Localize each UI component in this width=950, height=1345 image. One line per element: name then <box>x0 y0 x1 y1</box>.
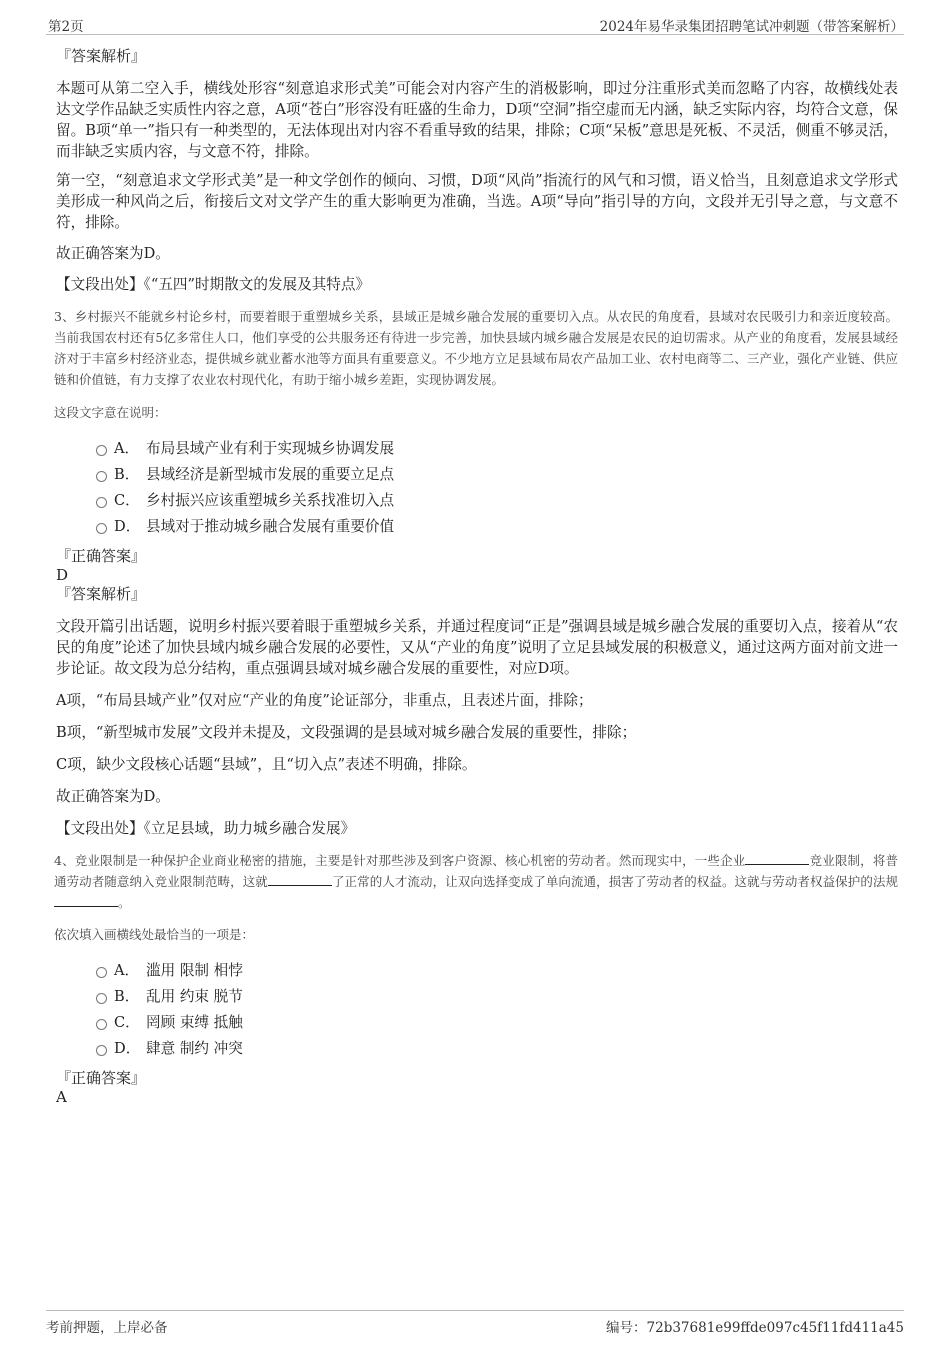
q2-source: 【文段出处】《“五四”时期散文的发展及其特点》 <box>56 276 371 293</box>
q3-analysis-paragraph-1: 文段开篇引出话题，说明乡村振兴要着眼于重塑城乡关系，并通过程度词“正是”强调县域是城乡融合发展的重要切入点，接着从“农民的角度”论述了加快县域内城乡融合发展的必要性，又从“产业的角度”说明了立足县域发展的积极意义，通过这两方面对前文进一步论证。故文段为总分结构，重点强调县域对城乡融合发展的重要性，对应D项。 <box>56 618 898 677</box>
q4-options <box>56 958 898 1062</box>
q4-prompt: 依次填入画横线处最恰当的一项是： <box>54 927 255 942</box>
q4-option-b[interactable]: B． 乱用 约束 脱节 <box>56 984 898 1010</box>
page-header <box>46 12 904 35</box>
q2-conclusion: 故正确答案为D。 <box>56 245 170 262</box>
q4-question: 4、竞业限制是一种保护企业商业秘密的措施，主要是针对那些涉及到客户资源、核心机密的劳动者。然而现实中，一些企业 竞业限制，将普通劳动者随意纳入竞业限制范畴，这就 了正常的人才流动，让双向选择变成了单向流通，损害了劳动者的权益。这就与劳动者权益保护的法规。 <box>54 853 898 910</box>
page-footer <box>46 1310 904 1335</box>
q4-answer-label: 『正确答案』 <box>56 1069 147 1087</box>
blank-line <box>268 873 332 886</box>
document-id: 编号：72b37681e99ffde097c45f11fd411a45 <box>606 1320 904 1336</box>
q3-conclusion: 故正确答案为D。 <box>56 788 170 805</box>
q3-option-b[interactable]: B． 县域经济是新型城市发展的重要立足点 <box>56 462 898 488</box>
q3-analysis-option-a: A项，“布局县域产业”仅对应“产业的角度”论证部分，非重点，且表述片面，排除； <box>56 692 593 709</box>
q2-analysis-paragraph-1: 本题可从第二空入手，横线处形容“刻意追求形式美”可能会对内容产生的消极影响，即过分注重形式美而忽略了内容，故横线处表达文学作品缺乏实质性内容之意，A项“苍白”形容没有旺盛的生命力，D项“空洞”指空虚而无内涵，缺乏实际内容，均符合文意，保留。B项“单一”指只有一种类型的，无法体现出对内容不看重导致的结果，排除；C项“呆板”意思是死板、不灵活，侧重不够灵活，而非缺乏实质内容，与文意不符，排除。 <box>56 80 898 160</box>
radio-icon[interactable] <box>96 1019 107 1030</box>
blank-line <box>745 852 809 865</box>
q2-analysis-label: 『答案解析』 <box>56 47 147 65</box>
q3-answer: D <box>56 566 69 584</box>
q3-options <box>56 436 898 540</box>
q3-option-a[interactable]: A． 布局县域产业有利于实现城乡协调发展 <box>56 436 898 462</box>
q3-option-d[interactable]: D． 县域对于推动城乡融合发展有重要价值 <box>56 514 898 540</box>
footer-slogan: 考前押题，上岸必备 <box>46 1320 168 1336</box>
q4-answer: A <box>56 1088 67 1106</box>
q4-option-c[interactable]: C． 罔顾 束缚 抵触 <box>56 1010 898 1036</box>
q3-analysis-label: 『答案解析』 <box>56 585 147 603</box>
q3-answer-label: 『正确答案』 <box>56 547 147 565</box>
q2-analysis-paragraph-2: 第一空，“刻意追求文学形式美”是一种文学创作的倾向、习惯，D项“风尚”指流行的风气和习惯，语义恰当，且刻意追求文学形式美形成一种风尚之后，衔接后文对文学产生的重大影响更为准确，当选。A项“导向”指引导的方向，文段并无引导之意，与文意不符，排除。 <box>56 172 898 231</box>
q3-prompt: 这段文字意在说明： <box>54 405 167 420</box>
q4-option-d[interactable]: D． 肆意 制约 冲突 <box>56 1036 898 1062</box>
radio-icon[interactable] <box>96 993 107 1004</box>
document-title: 2024年易华录集团招聘笔试冲刺题（带答案解析） <box>599 19 904 35</box>
q3-analysis-option-b: B项，“新型城市发展”文段并未提及，文段强调的是县域对城乡融合发展的重要性，排除； <box>56 724 637 741</box>
q3-question: 3、乡村振兴不能就乡村论乡村，而要着眼于重塑城乡关系，县域正是城乡融合发展的重要切入点。从农民的角度看，县域对农民吸引力和亲近度较高。当前我国农村还有5亿多常住人口，他们享受的公共服务还有待进一步完善，加快县域内城乡融合发展是农民的迫切需求。从产业的角度看，发展县域经济对于丰富乡村经济业态，提供城乡就业蓄水池等方面具有重要意义。不少地方立足县域布局农产品加工业、农村电商等二、三产业，强化产业链、供应链和价值链，有力支撑了农业农村现代化，有助于缩小城乡差距，实现协调发展。 <box>54 309 898 387</box>
radio-icon[interactable] <box>96 497 107 508</box>
q4-option-a[interactable]: A． 滥用 限制 相悖 <box>56 958 898 984</box>
radio-icon[interactable] <box>96 445 107 456</box>
radio-icon[interactable] <box>96 523 107 534</box>
q3-analysis-option-c: C项，缺少文段核心话题“县域”，且“切入点”表述不明确，排除。 <box>56 756 477 773</box>
page-content <box>56 46 898 1106</box>
radio-icon[interactable] <box>96 471 107 482</box>
q3-source: 【文段出处】《立足县域，助力城乡融合发展》 <box>56 820 356 837</box>
blank-line <box>54 894 118 907</box>
radio-icon[interactable] <box>96 1045 107 1056</box>
q3-option-c[interactable]: C． 乡村振兴应该重塑城乡关系找准切入点 <box>56 488 898 514</box>
radio-icon[interactable] <box>96 967 107 978</box>
page-number: 第2页 <box>48 19 84 35</box>
